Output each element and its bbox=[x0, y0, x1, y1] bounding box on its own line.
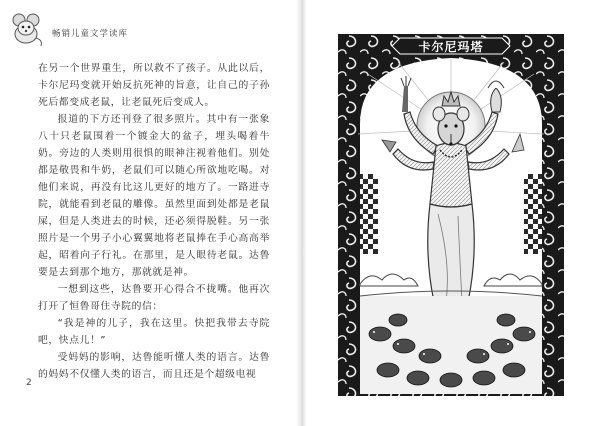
body-text bbox=[38, 60, 270, 383]
page-number: 2 bbox=[26, 378, 32, 388]
series-title: 畅销儿童文学读库 bbox=[52, 29, 129, 39]
mouse-logo-icon bbox=[8, 8, 46, 48]
paragraph: 受妈妈的影响，达鲁能听懂人类的语言。达鲁的妈妈不仅懂人类的语言，而且还是个超级电视 bbox=[38, 352, 270, 380]
right-page bbox=[306, 0, 600, 426]
paragraph: 在另一个世界重生，所以救不了孩子。从此以后，卡尔尼玛变就开始反抗死神的旨意，让自己的子孙死后都变成老鼠，让老鼠死后变成人。 bbox=[38, 63, 270, 108]
paragraph: 报道的下方还刊登了很多照片。其中有一张象八十只老鼠围着一个镀金大的盆子，埋头喝着牛奶。旁边的人类则用很惧的眼神注视着他们。别处都是敬畏和牛奶，老鼠们可以随心所欲地吃喝。对他们来说，再没有比这儿更好的地方了。一路进寺院，就能看到老鼠的雕像。虽然里面到处都是老鼠屎，但是人类进去的时候，还必须得脱鞋。另一张照片是一个男子小心翼翼地将老鼠捧在手心高高举起，昭着向子行礼。在那里，是人眼待老鼠。达鲁要是去到那个地方，那就就是神。 bbox=[38, 114, 270, 278]
illustration-banner-title: 卡尔尼玛塔 bbox=[418, 40, 484, 54]
page-header bbox=[8, 8, 208, 48]
illustration-artwork bbox=[338, 34, 564, 396]
karni-mata-illustration bbox=[338, 34, 564, 396]
paragraph: “我是神的儿子，我在这里。快把我带去寺院吧，快点儿！” bbox=[38, 318, 270, 346]
paragraph: 一想到这些，达鲁要开心得合不拢嘴。他再次打开了恒鲁哥住寺院的信： bbox=[38, 284, 270, 312]
